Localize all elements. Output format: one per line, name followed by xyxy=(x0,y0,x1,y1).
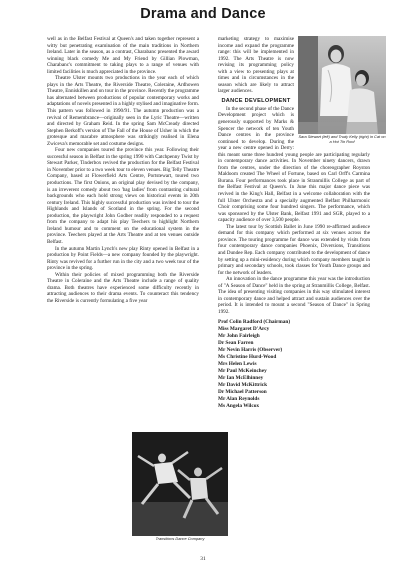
member-name: Dr Sean Farren xyxy=(218,340,254,347)
paragraph: In the autumn Martin Lynch's new play Rinty opened in Belfast in a production by Point Fields—a new company founded by the playwright. Rinty was revived for a further run in the city and a two week tour of the province in the spring. xyxy=(47,245,199,272)
paragraph: Within their policies of mixed programming both the Riverside Theatre in Coleraine and the Arts Theatre include a range of quality drama. Both theatres have experienced some difficulty recently in attracting audiences to their drama events. To counteract this tendency the Riverside is currently formulating a five year xyxy=(47,271,199,304)
member-name: Mr Paul McKeinchey xyxy=(218,368,267,375)
paragraph: marketing strategy to maximise income and expand the programme range: this will be implemented in 1992. The Arts Theatre is now revising its programming policy with a view to presenting plays at times and in circumstances in the season which are likely to attract larger audiences. xyxy=(218,36,294,95)
member-name: Mr David McKittrick xyxy=(218,382,268,389)
member-name: Mr Alan Reynolds xyxy=(218,396,260,403)
paragraph: The latest tour by Scottish Ballet in June 1990 re-affirmed audience demand for this company which performed at six venues across the province. The touring programme for dance was extended by visits from four contemporary dance companies Phoenix, Diversions, Transitions and Dundee Rep. Each company contributed to the development of dance by setting up a mini-residency during which company members taught in primary and secondary schools, took classes for Youth Dance groups and for the network of leaders. xyxy=(218,223,370,276)
member-name: Mr Nevin Harris (Observer) xyxy=(218,347,283,354)
member-name: Mr John Fairleigh xyxy=(218,333,260,340)
page-title: Drama and Dance xyxy=(140,6,266,22)
paragraph: In the second phase of the Dance Development project which is generously supported by Marks & Spencer the network of ten Youth Dance centres in the province continued to develop. During the year a new centre opened in Derry: this meant some three hundred young people are participating regularly in contemporary dance activities. In November ninety dancers, drawn from the centres, under the direction of the choreographer Royston Maldoom created The Wheel of Fortune, based on Carl Orff's Carmina Burana. Four performances took place in Stranmillis College as part of the Belfast Festival at Queen's. In June this major dance piece was revived in the King's Hall, Belfast in a welcome collaboration with the full Ulster Orchestra and a specially augmented Belfast Philharmonic Choir comprising some four hundred singers. The performance, which was sponsored by the Ulster Bank, Belfast 1991 and SGR, played to a capacity audience of over 3,500 people. xyxy=(218,105,370,224)
member-name: Prof Colin Radford (Chairman) xyxy=(218,319,291,326)
photo-caption: Sara Stewart (left) and Trudy Kelly (right) in Cat on a Hot Tin Roof xyxy=(298,134,386,144)
member-name: Dr Michael Patterson xyxy=(218,389,267,396)
member-name: Ms Christine Hurd-Wood xyxy=(218,354,277,361)
dance-photo-image xyxy=(132,432,228,536)
photo-cat-on-a-hot-tin-roof xyxy=(298,36,386,144)
paragraph: well as in the Belfast Festival at Queen's and taken together represent a witty but penetrating examination of the main traditions in Northern Ireland. Later in the season, as a contrast, Charabanc presented the award winning black comedy Me and My Friend by Gillian Plowman, Charabanc's commitment to taking plays to a range of venues with limited facilities is much appreciated in the province. xyxy=(47,36,199,75)
paragraph: An innovation in the dance programme this year was the introduction of "A Season of Dance" held in the spring at Stranmillis College, Belfast. The idea of presenting visiting companies in this way stimulated interest in contemporary dance and helped attract and sustain audiences over the period. It is intended to mount a second "Season of Dance" in Spring 1992. xyxy=(218,276,370,315)
board-members-list xyxy=(218,319,370,410)
photo-transitions-dance-company xyxy=(132,432,228,542)
member-name: Mrs Helen Lewis xyxy=(218,361,257,368)
paragraph: Theatre Ulster mounts two productions in the year each of which plays in the Arts Theatre, the Riverside Theatre, Coleraine, Ardhowen Theatre, Enniskillen and on tour in the province. Recently the programme has alternated between productions of popular contemporary works and adaptations of novels presented in a highly stylised and imaginative form. This pattern was followed in 1990/91. The autumn production was a revival of Remembrance—originally seen in the Lyric Theatre—written and directed by Graham Reid. In the spring Sam McCready directed Stephen Berkoff's version of The Fall of the House of Usher in which the grotesque and macabre atmosphere was strikingly realised in Elena Zwiceva's memorable set and costume designs. xyxy=(47,75,199,147)
page-number: 31 xyxy=(200,556,206,562)
paragraph: Four new companies toured the province this year. Following their successful season in Belfast in the spring 1990 with Catchpenny Twist by Stewart Parker, Tinderbox revived the production for the Belfast Festival in November prior to a two week tour to eleven venues. Big Telly Theatre Company, based at Flowerfield Arts Centre, Portstewart, toured two productions. The first Onions, an original play devised by the company, is an irreverent comedy about two 'bag ladies' from contrasting cultural backgrounds who each hold strong views on historical events in 20th century Ireland. This highly successful production was invited to tour the Highlands and Islands of Scotland in the spring. For the second production, the playwright John Godber readily responded to a request from the company to adapt his play Teechers to highlight Northern Ireland humour and to comment on the educational system in the province. Teechers played at the Arts Theatre and at ten venues outside Belfast. xyxy=(47,147,199,245)
right-column xyxy=(218,36,386,548)
theatre-photo-image xyxy=(298,36,386,134)
photo-caption: Transitions Dance Company xyxy=(155,536,205,541)
member-name: Ms Angela Wilcox xyxy=(218,403,260,410)
member-name: Mr Ian McElhinney xyxy=(218,375,264,382)
section-heading: DANCE DEVELOPMENT xyxy=(221,97,291,104)
member-name: Miss Margaret D'Arcy xyxy=(218,326,270,333)
